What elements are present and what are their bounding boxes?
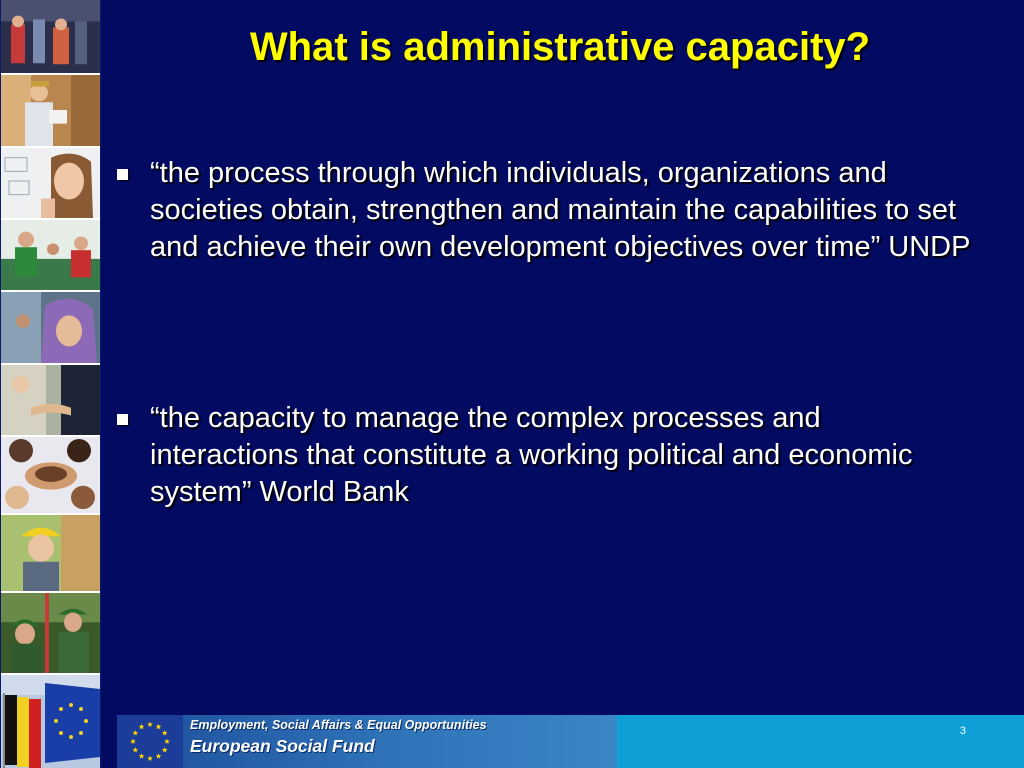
footer-department-label: Employment, Social Affairs & Equal Opportunities <box>190 718 487 732</box>
slide-title: What is administrative capacity? <box>249 25 871 69</box>
worker-in-helmet-photo <box>1 515 100 593</box>
flags-photo <box>1 675 100 768</box>
bullet-text: “the capacity to manage the complex processes and interactions that constitute a working political and economic system” World Bank <box>150 402 913 508</box>
footer-banner <box>117 715 617 768</box>
stacked-hands-photo <box>1 437 100 515</box>
workers-in-hall-photo <box>1 0 100 75</box>
footer-fund-label: European Social Fund <box>190 736 375 756</box>
office-workers-photo <box>1 220 100 292</box>
handshake-photo <box>1 365 100 437</box>
eu-flag-icon <box>117 715 183 768</box>
man-with-clipboard-photo <box>1 75 100 148</box>
slide-number: 3 <box>959 725 966 737</box>
square-bullet-icon <box>117 414 128 425</box>
woman-thinking-photo <box>1 148 100 220</box>
photo-strip <box>0 0 101 768</box>
bullet-item <box>113 400 973 511</box>
square-bullet-icon <box>117 169 128 180</box>
footer-bar <box>617 715 1024 768</box>
forest-workers-photo <box>1 593 100 675</box>
bullet-text: “the process through which individuals, organizations and societies obtain, strengthen and maintain the capabilities to set and achieve their own development objectives over time” UNDP <box>150 157 971 263</box>
woman-in-headscarf-photo <box>1 292 100 365</box>
bullet-item <box>113 155 973 266</box>
